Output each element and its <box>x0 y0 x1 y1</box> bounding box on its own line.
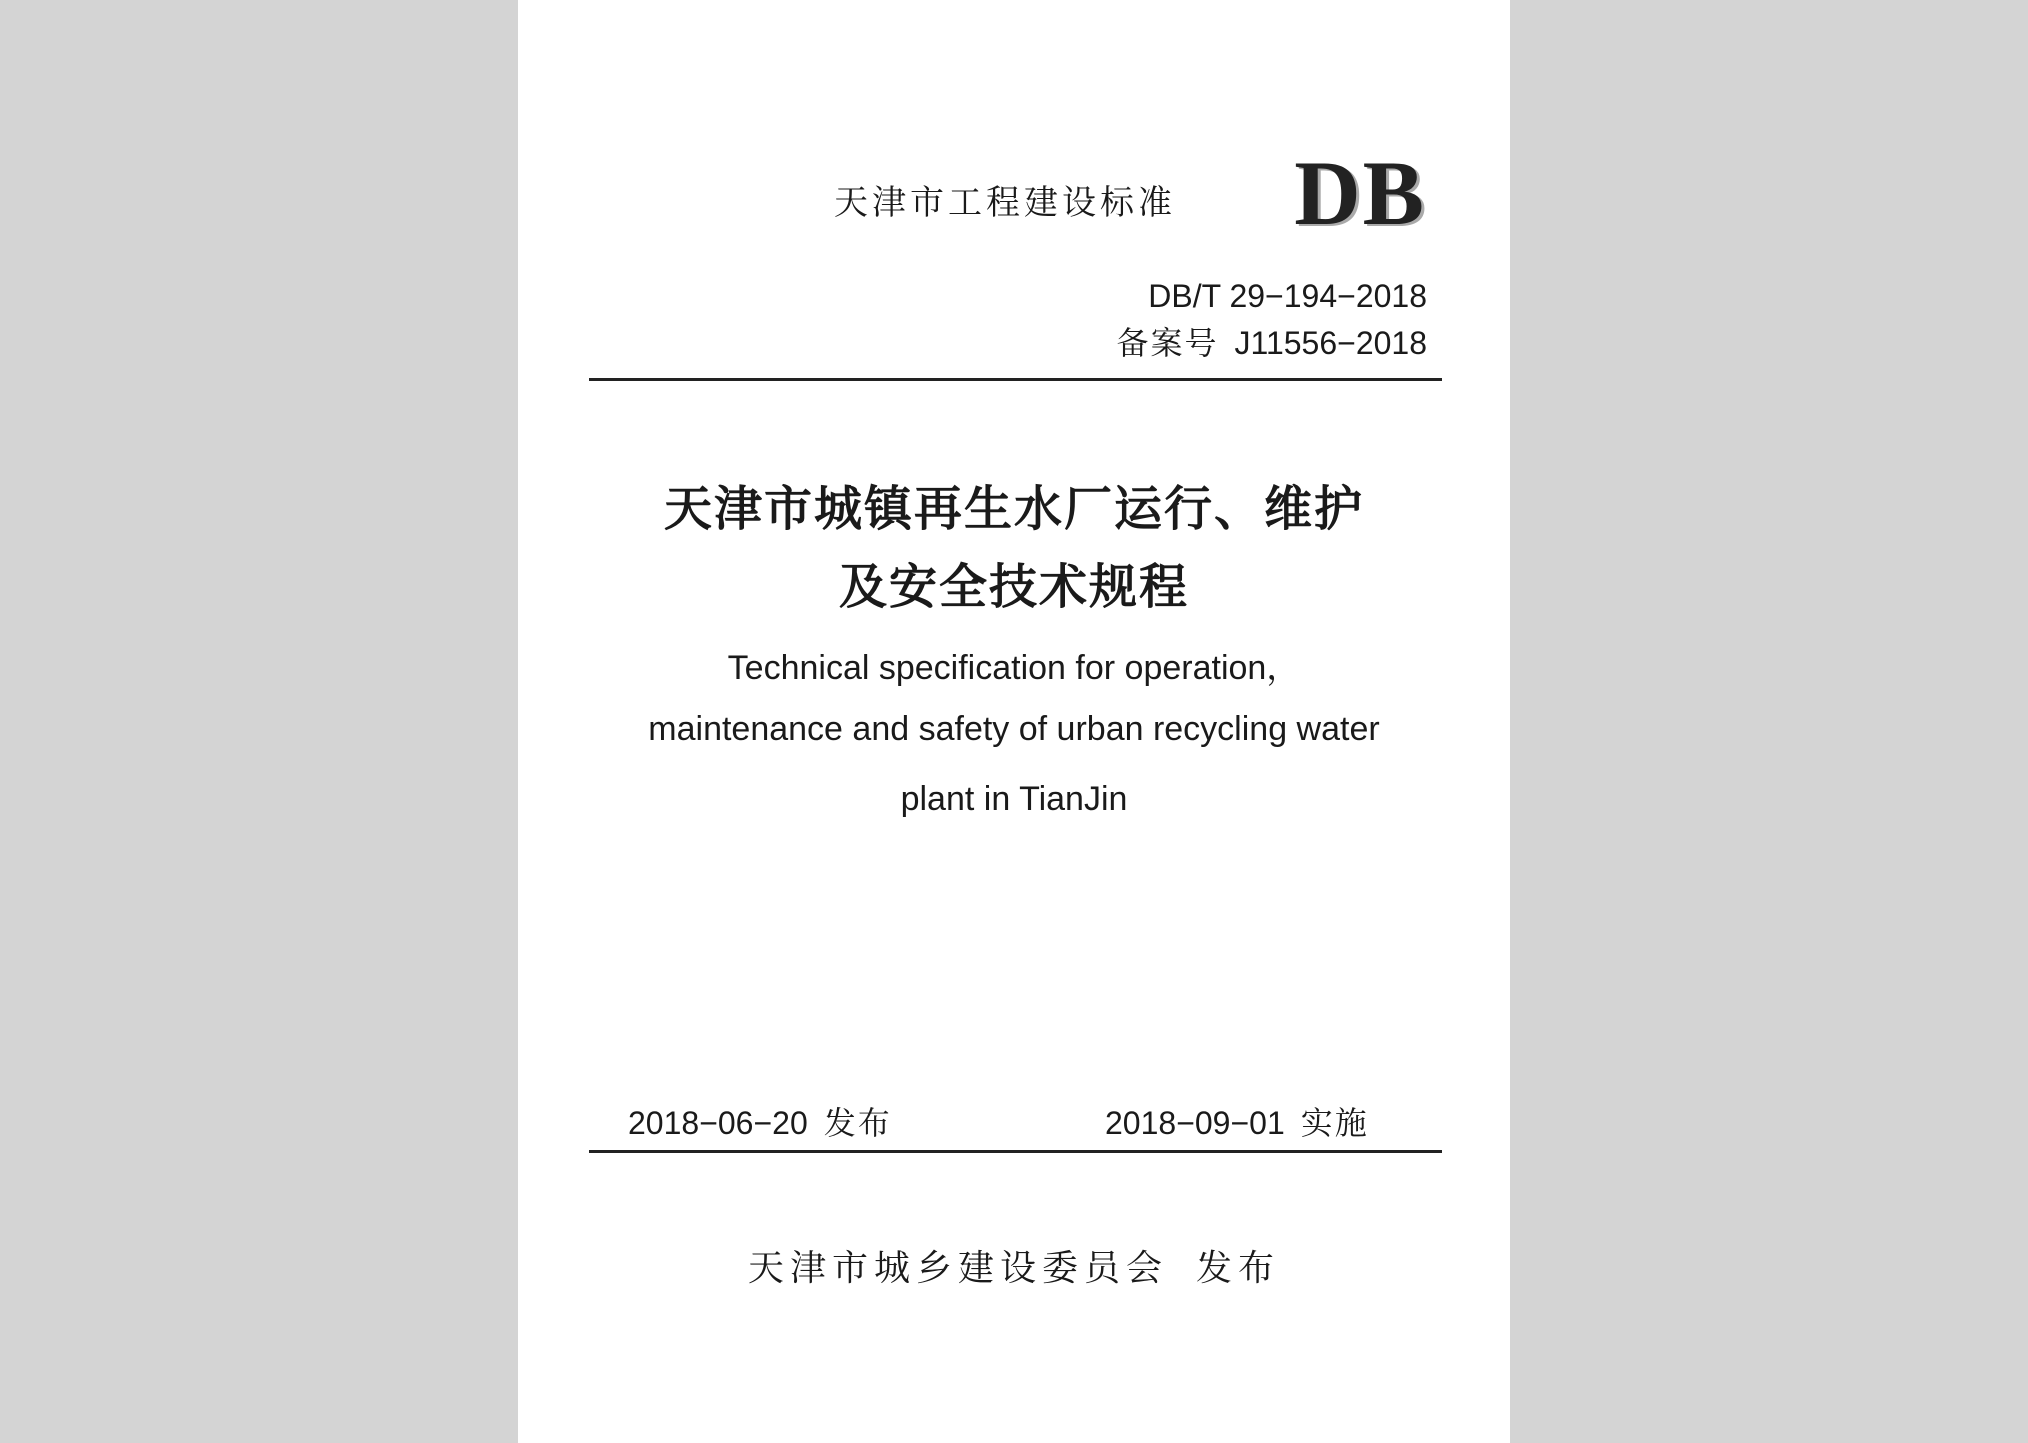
top-divider <box>589 378 1442 381</box>
issuer-name: 天津市城乡建设委员会 <box>747 1248 1168 1289</box>
publish-label: 发布 <box>823 1104 892 1142</box>
title-en-line3: plant in TianJin <box>900 780 1128 818</box>
publish-date <box>628 1098 892 1144</box>
issuer-label: 发布 <box>1196 1248 1281 1289</box>
title-en-line2: maintenance and safety of urban recycling water <box>648 710 1380 748</box>
record-line <box>1117 318 1428 364</box>
issuer <box>518 1240 1510 1291</box>
implement-date-value: 2018−09−01 <box>1105 1105 1285 1141</box>
standard-category: 天津市工程建设标准 <box>834 183 1176 223</box>
title-en-line1: Technical specification for operation， <box>727 649 1301 687</box>
title-cn-line1: 天津市城镇再生水厂运行、维护 <box>663 481 1364 537</box>
publish-date-value: 2018−06−20 <box>628 1105 808 1141</box>
document-cover <box>518 0 1510 1443</box>
db-logo: DB <box>1294 142 1426 244</box>
implement-date <box>1105 1098 1369 1144</box>
standard-number: DB/T 29−194−2018 <box>1148 278 1427 314</box>
record-number: J11556−2018 <box>1234 325 1427 361</box>
bottom-divider <box>589 1150 1442 1153</box>
title-cn-line2: 及安全技术规程 <box>838 559 1189 615</box>
implement-label: 实施 <box>1300 1104 1369 1142</box>
record-label: 备案号 <box>1116 324 1219 362</box>
